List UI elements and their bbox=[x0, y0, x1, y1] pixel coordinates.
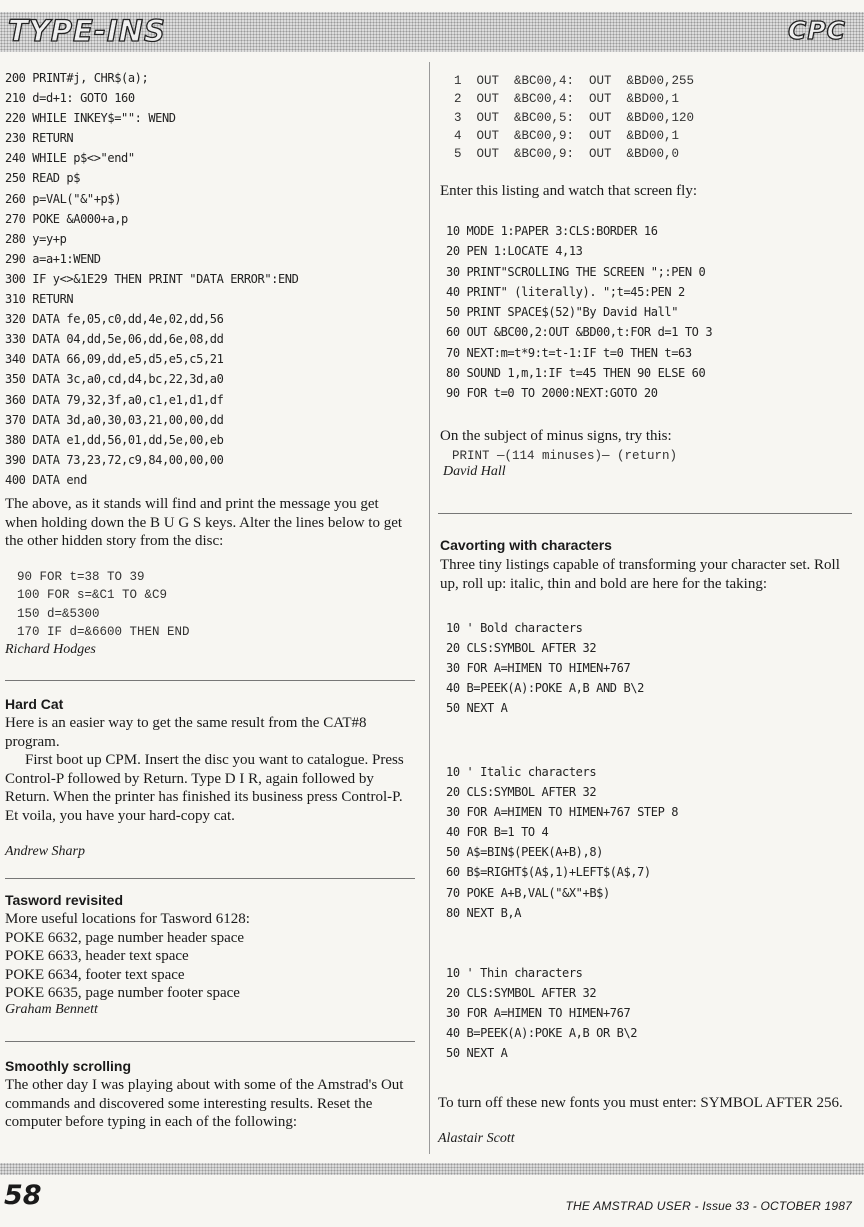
text-line: 10 ' Bold characters bbox=[446, 621, 583, 635]
text-line: 150 d=&5300 bbox=[17, 606, 100, 621]
text-line: 170 IF d=&6600 THEN END bbox=[17, 624, 190, 639]
heading-cavorting: Cavorting with characters bbox=[440, 537, 612, 553]
listing-bold-characters bbox=[446, 618, 644, 718]
divider-rule bbox=[438, 513, 852, 514]
text-line: 330 DATA 04,dd,5e,06,dd,6e,08,dd bbox=[5, 332, 224, 347]
text-line: 80 NEXT B,A bbox=[446, 905, 522, 920]
text-line: 30 FOR A=HIMEN TO HIMEN+767 STEP 8 bbox=[446, 805, 679, 820]
text-line: 10 ' Italic characters bbox=[446, 765, 597, 779]
text-line: 400 DATA end bbox=[5, 472, 87, 487]
text-line: 70 POKE A+B,VAL("&X"+B$) bbox=[446, 885, 610, 900]
text-line: 260 p=VAL("&"+p$) bbox=[5, 191, 122, 206]
text-line: 50 NEXT A bbox=[446, 701, 508, 716]
text-line: 90 FOR t=38 TO 39 bbox=[17, 570, 145, 584]
text-line: 20 PEN 1:LOCATE 4,13 bbox=[446, 244, 583, 259]
text-line: 4 OUT &BC00,9: OUT &BD00,1 bbox=[454, 128, 680, 143]
text-line: 40 B=PEEK(A):POKE A,B AND B\2 bbox=[446, 681, 644, 696]
column-divider bbox=[429, 62, 430, 1154]
text-line: 310 RETURN bbox=[5, 292, 74, 307]
text-line: 30 PRINT"SCROLLING THE SCREEN ";:PEN 0 bbox=[446, 264, 706, 279]
divider-rule bbox=[5, 1041, 415, 1042]
listing-hidden-story bbox=[17, 568, 190, 641]
minus-signs-paragraph: On the subject of minus signs, try this: bbox=[440, 428, 672, 444]
footer-band bbox=[0, 1163, 864, 1175]
enter-listing-paragraph: Enter this listing and watch that screen fly: bbox=[440, 183, 698, 199]
text-line: 30 FOR A=HIMEN TO HIMEN+767 bbox=[446, 661, 631, 676]
divider-rule bbox=[5, 878, 415, 879]
listing-out-commands bbox=[454, 72, 694, 163]
listing-screen-fly bbox=[446, 221, 712, 404]
text-line: 320 DATA fe,05,c0,dd,4e,02,dd,56 bbox=[5, 312, 224, 327]
text-line: 1 OUT &BC00,4: OUT &BD00,255 bbox=[454, 74, 695, 88]
text-line: 390 DATA 73,23,72,c9,84,00,00,00 bbox=[5, 452, 224, 467]
text-line: 280 y=y+p bbox=[5, 231, 67, 246]
text-line: 50 A$=BIN$(PEEK(A+B),8) bbox=[446, 845, 603, 860]
text-line: 10 ' Thin characters bbox=[446, 966, 583, 980]
text-line: 220 WHILE INKEY$="": WEND bbox=[5, 111, 176, 126]
text-line: 20 CLS:SYMBOL AFTER 32 bbox=[446, 986, 597, 1001]
text-line: 40 PRINT" (literally). ";t=45:PEN 2 bbox=[446, 284, 685, 299]
signature-hall: David Hall bbox=[443, 464, 506, 479]
text-line: 200 PRINT#j, CHR$(a); bbox=[5, 71, 149, 85]
text-line: 100 FOR s=&C1 TO &C9 bbox=[17, 588, 168, 603]
heading-tasword: Tasword revisited bbox=[5, 892, 124, 908]
text-line: 270 POKE &A000+a,p bbox=[5, 211, 128, 226]
text-line: 3 OUT &BC00,5: OUT &BD00,120 bbox=[454, 110, 695, 125]
text-line: 380 DATA e1,dd,56,01,dd,5e,00,eb bbox=[5, 432, 224, 447]
signature-scott: Alastair Scott bbox=[438, 1131, 515, 1146]
text-line: POKE 6634, footer text space bbox=[5, 966, 185, 983]
text-line: 210 d=d+1: GOTO 160 bbox=[5, 91, 135, 106]
text-line: 60 OUT &BC00,2:OUT &BD00,t:FOR d=1 TO 3 bbox=[446, 325, 713, 340]
listing-bugs bbox=[5, 68, 298, 490]
machine-label: CPC bbox=[787, 16, 846, 45]
text-line: POKE 6635, page number footer space bbox=[5, 985, 240, 1002]
text-line: 2 OUT &BC00,4: OUT &BD00,1 bbox=[454, 92, 680, 107]
text-line: 50 PRINT SPACE$(52)"By David Hall" bbox=[446, 305, 679, 320]
text-line: 250 READ p$ bbox=[5, 171, 81, 186]
text-line: 360 DATA 79,32,3f,a0,c1,e1,d1,df bbox=[5, 392, 224, 407]
text-line: 20 CLS:SYMBOL AFTER 32 bbox=[446, 641, 597, 656]
text-line: 90 FOR t=0 TO 2000:NEXT:GOTO 20 bbox=[446, 386, 658, 401]
publication-footer: THE AMSTRAD USER - Issue 33 - OCTOBER 1987 bbox=[565, 1199, 852, 1213]
heading-smoothly-scrolling: Smoothly scrolling bbox=[5, 1058, 132, 1074]
signature-sharp: Andrew Sharp bbox=[5, 844, 85, 859]
fonts-off-paragraph: To turn off these new fonts you must enter: SYMBOL AFTER 256. bbox=[438, 1095, 843, 1111]
text-line: 350 DATA 3c,a0,cd,d4,bc,22,3d,a0 bbox=[5, 372, 224, 387]
page-number: 58 bbox=[4, 1180, 42, 1211]
hard-cat-paragraph-2: First boot up CPM. Insert the disc you want to catalogue. Press Control-P followed by Return. Type D I R, again followed by Return. When the printer has finished its business press Control-P. Et voila, you have your hard-copy cat. bbox=[5, 752, 404, 824]
text-line: 5 OUT &BC00,9: OUT &BD00,0 bbox=[454, 147, 680, 162]
signature-bennett: Graham Bennett bbox=[5, 1002, 98, 1017]
listing-italic-characters bbox=[446, 762, 678, 923]
text-line: 70 NEXT:m=t*9:t=t-1:IF t=0 THEN t=63 bbox=[446, 345, 692, 360]
text-line: 340 DATA 66,09,dd,e5,d5,e5,c5,21 bbox=[5, 352, 224, 367]
text-line: 290 a=a+1:WEND bbox=[5, 251, 101, 266]
text-line: POKE 6633, header text space bbox=[5, 948, 189, 965]
divider-rule bbox=[5, 680, 415, 681]
text-line: 300 IF y<>&1E29 THEN PRINT "DATA ERROR":END bbox=[5, 271, 299, 286]
section-title: TYPE-INS bbox=[8, 14, 166, 48]
cavorting-paragraph: Three tiny listings capable of transforming your character set. Roll up, roll up: italic, thin and bold are here for the taking: bbox=[440, 557, 840, 592]
text-line: 40 FOR B=1 TO 4 bbox=[446, 825, 549, 840]
bugs-paragraph: The above, as it stands will find and print the message you get when holding down the B U G S keys. Alter the lines below to get the other hidden story from the disc: bbox=[5, 496, 403, 550]
hard-cat-paragraph-1: Here is an easier way to get the same result from the CAT#8 program. bbox=[5, 715, 367, 750]
listing-thin-characters bbox=[446, 963, 637, 1063]
heading-hard-cat: Hard Cat bbox=[5, 696, 64, 712]
text-line: More useful locations for Tasword 6128: bbox=[5, 911, 250, 927]
text-line: 20 CLS:SYMBOL AFTER 32 bbox=[446, 785, 597, 800]
text-line: 60 B$=RIGHT$(A$,1)+LEFT$(A$,7) bbox=[446, 865, 651, 880]
signature-hodges: Richard Hodges bbox=[5, 642, 96, 657]
text-line: 80 SOUND 1,m,1:IF t=45 THEN 90 ELSE 60 bbox=[446, 366, 706, 381]
smoothly-paragraph: The other day I was playing about with some of the Amstrad's Out commands and discovered some interesting results. Reset the computer before typing in each of the following: bbox=[5, 1077, 404, 1131]
text-line: 30 FOR A=HIMEN TO HIMEN+767 bbox=[446, 1006, 631, 1021]
text-line: 10 MODE 1:PAPER 3:CLS:BORDER 16 bbox=[446, 224, 658, 238]
text-line: 230 RETURN bbox=[5, 131, 74, 146]
minus-print-line: PRINT —(114 minuses)— (return) bbox=[452, 449, 678, 463]
text-line: 370 DATA 3d,a0,30,03,21,00,00,dd bbox=[5, 412, 224, 427]
text-line: 240 WHILE p$<>"end" bbox=[5, 151, 135, 166]
text-line: POKE 6632, page number header space bbox=[5, 929, 245, 946]
text-line: 40 B=PEEK(A):POKE A,B OR B\2 bbox=[446, 1026, 638, 1041]
text-line: 50 NEXT A bbox=[446, 1046, 508, 1061]
tasword-list bbox=[5, 910, 250, 1003]
